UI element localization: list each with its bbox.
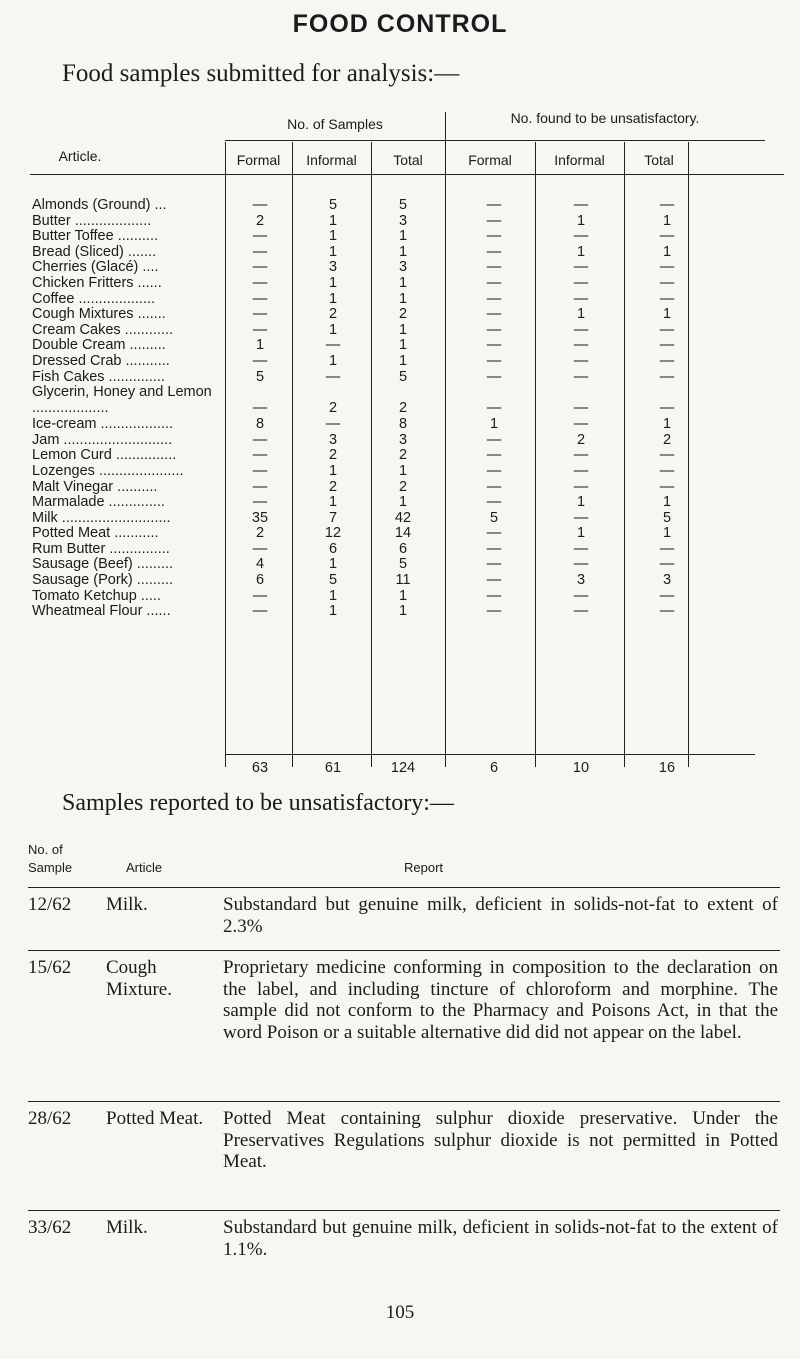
formal-cell: — [252, 478, 268, 495]
unsat-total-cell: 2 [662, 431, 672, 448]
unsat-total-cell: 3 [662, 572, 672, 589]
total-unsat-formal: 6 [489, 760, 499, 776]
table-row [30, 197, 784, 213]
unsat-total-cell: — [659, 447, 675, 464]
unsat-formal-cell: — [486, 290, 502, 307]
unsat-formal-cell: — [486, 540, 502, 557]
total-cell: 5 [398, 556, 408, 573]
table-row [30, 572, 784, 588]
unsat-formal-cell: — [486, 259, 502, 276]
total-cell: 1 [398, 337, 408, 354]
report-row [28, 1210, 780, 1263]
unsat-formal-cell: — [486, 447, 502, 464]
table-row [30, 432, 784, 448]
article-cell: Butter Toffee .......... [32, 228, 159, 245]
header-divider [30, 174, 784, 175]
header-unsatisfactory: No. found to be unsatisfactory. [510, 110, 700, 126]
formal-cell: 5 [255, 368, 265, 385]
informal-cell: 2 [328, 400, 338, 417]
intro-text: Food samples submitted for analysis:— [62, 60, 460, 87]
formal-cell: — [252, 274, 268, 291]
unsat-formal-cell: — [486, 197, 502, 213]
total-cell: 3 [398, 212, 408, 229]
unsat-informal-cell: 1 [576, 494, 586, 511]
report-text: Substandard but genuine milk, deficient in solids-not-fat to extent of 2.3% [223, 894, 778, 937]
formal-cell: — [252, 431, 268, 448]
header-total: Total [393, 152, 423, 168]
unsat-total-cell: 1 [662, 306, 672, 323]
informal-cell: 1 [328, 556, 338, 573]
unsat-informal-cell: — [573, 290, 589, 307]
unsat-informal-cell: 2 [576, 431, 586, 448]
formal-cell: — [252, 447, 268, 464]
unsat-formal-cell: — [486, 352, 502, 369]
total-cell: 1 [398, 243, 408, 260]
formal-cell: — [252, 290, 268, 307]
article-cell: Wheatmeal Flour ...... [32, 603, 171, 620]
page-number: 105 [385, 1302, 415, 1323]
formal-cell: — [252, 243, 268, 260]
unsat-total-cell: 1 [662, 525, 672, 542]
unsat-total-cell: — [659, 587, 675, 604]
total-cell: 1 [398, 462, 408, 479]
table-row [30, 541, 784, 557]
table-row [30, 416, 784, 432]
table-row [30, 556, 784, 572]
article-cell: Lozenges ..................... [32, 462, 184, 479]
unsat-formal-cell: — [486, 525, 502, 542]
report-article: Milk. [106, 894, 148, 915]
total-cell: 1 [398, 274, 408, 291]
formal-cell: 35 [251, 509, 269, 526]
total-cell: 1 [398, 228, 408, 245]
formal-cell: — [252, 494, 268, 511]
informal-cell: 6 [328, 540, 338, 557]
unsat-informal-cell: — [573, 321, 589, 338]
informal-cell: 2 [328, 447, 338, 464]
informal-cell: 1 [328, 321, 338, 338]
report-sample-no: 15/62 [28, 957, 72, 978]
total-formal: 63 [251, 760, 269, 776]
informal-cell: 1 [328, 274, 338, 291]
total-cell: 2 [398, 478, 408, 495]
header-unsat-informal: Informal [554, 152, 605, 168]
total-unsat-total: 16 [658, 760, 676, 776]
article-cell: Ice-cream .................. [32, 416, 173, 433]
formal-cell: — [252, 587, 268, 604]
article-cell: Potted Meat ........... [32, 525, 159, 542]
unsat-total-cell: — [659, 321, 675, 338]
article-cell: Sausage (Beef) ......... [32, 556, 174, 573]
formal-cell: 2 [255, 525, 265, 542]
unsat-total-cell: 1 [662, 243, 672, 260]
total-cell: 14 [394, 525, 412, 542]
unsat-total-cell: — [659, 478, 675, 495]
unsat-total-cell: — [659, 368, 675, 385]
total-cell: 1 [398, 587, 408, 604]
article-cell: Tomato Ketchup ..... [32, 587, 161, 604]
informal-cell: 1 [328, 603, 338, 620]
article-cell: Jam ........................... [32, 431, 173, 448]
unsat-total-cell: — [659, 462, 675, 479]
unsat-formal-cell: — [486, 587, 502, 604]
informal-cell: — [325, 368, 341, 385]
header-unsat-formal: Formal [468, 152, 512, 168]
total-cell: 1 [398, 603, 408, 620]
informal-cell: 5 [328, 197, 338, 213]
informal-cell: 12 [324, 525, 342, 542]
unsat-formal-cell: — [486, 243, 502, 260]
formal-cell: — [252, 228, 268, 245]
article-cell: Dressed Crab ........... [32, 352, 170, 369]
article-cell: Double Cream ......... [32, 337, 166, 354]
unsat-formal-cell: — [486, 400, 502, 417]
total-cell: 1 [398, 352, 408, 369]
unsat-informal-cell: — [573, 556, 589, 573]
total-cell: 2 [398, 400, 408, 417]
formal-cell: — [252, 603, 268, 620]
article-cell: Lemon Curd ............... [32, 447, 177, 464]
total-cell: 11 [395, 572, 411, 589]
formal-cell: — [252, 306, 268, 323]
table-row [30, 463, 784, 479]
header-report: Report [404, 860, 444, 875]
unsat-informal-cell: — [573, 540, 589, 557]
report-text: Potted Meat containing sulphur dioxide preservative. Under the Preservatives Regulations sulphur dioxide is not permitted in Potted Meat. [223, 1108, 778, 1172]
table-row [30, 525, 784, 541]
table-row [30, 369, 784, 385]
unsat-formal-cell: — [486, 494, 502, 511]
unsat-informal-cell: — [573, 447, 589, 464]
informal-cell: 1 [328, 243, 338, 260]
reports-body [28, 887, 780, 1263]
informal-cell: 3 [328, 259, 338, 276]
header-unsat-total: Total [644, 152, 674, 168]
total-unsat-informal: 10 [572, 760, 590, 776]
unsat-total-cell: — [659, 352, 675, 369]
table-row [30, 603, 784, 619]
total-cell: 1 [398, 494, 408, 511]
reports-table [28, 842, 780, 1263]
informal-cell: 1 [328, 290, 338, 307]
report-sample-no: 33/62 [28, 1217, 72, 1238]
unsat-informal-cell: 1 [576, 243, 586, 260]
unsat-informal-cell: — [573, 337, 589, 354]
total-cell: 2 [398, 306, 408, 323]
informal-cell: 2 [328, 478, 338, 495]
unsat-informal-cell: — [573, 416, 589, 433]
informal-cell: 1 [328, 587, 338, 604]
table-row [30, 337, 784, 353]
unsat-total-cell: 1 [662, 416, 672, 433]
report-row [28, 1101, 780, 1210]
informal-cell: 1 [328, 212, 338, 229]
formal-cell: — [252, 197, 268, 213]
unsat-total-cell: — [659, 197, 675, 213]
unsat-formal-cell: — [486, 478, 502, 495]
header-informal: Informal [306, 152, 357, 168]
informal-cell: — [325, 416, 341, 433]
unsat-total-cell: — [659, 290, 675, 307]
report-sample-no: 28/62 [28, 1108, 72, 1129]
table-row [30, 510, 784, 526]
report-article: Milk. [106, 1217, 148, 1238]
informal-cell: 3 [328, 431, 338, 448]
article-cell: Cream Cakes ............ [32, 321, 174, 338]
unsat-informal-cell: 1 [576, 212, 586, 229]
article-cell: Chicken Fritters ...... [32, 274, 162, 291]
article-cell: Fish Cakes .............. [32, 368, 165, 385]
total-cell: 42 [394, 509, 412, 526]
header-no-line1: No. of [28, 842, 63, 857]
table-row [30, 494, 784, 510]
article-cell: Coffee ................... [32, 290, 156, 307]
formal-cell: 4 [255, 556, 265, 573]
unsat-formal-cell: — [486, 306, 502, 323]
formal-cell: 8 [255, 416, 265, 433]
unsat-informal-cell: — [573, 587, 589, 604]
totals-divider [225, 754, 755, 755]
report-text: Proprietary medicine conforming in composition to the declaration on the label, and including tincture of chloroform and morphine. The sample did not conform to the Pharmacy and Poisons Act, in that the word Poison or a suitable alternative did did not appear on the label. [223, 957, 778, 1043]
unsat-formal-cell: — [486, 368, 502, 385]
total-cell: 8 [398, 416, 408, 433]
table-row [30, 447, 784, 463]
table-row [30, 588, 784, 604]
unsat-total-cell: 5 [662, 509, 672, 526]
formal-cell: 1 [255, 337, 265, 354]
table-row [30, 322, 784, 338]
unsat-informal-cell: 1 [576, 306, 586, 323]
report-row [28, 950, 780, 1101]
report-sample-no: 12/62 [28, 894, 72, 915]
total-informal: 61 [324, 760, 342, 776]
table-row [30, 244, 784, 260]
total-cell: 3 [398, 259, 408, 276]
reports-header [28, 842, 780, 887]
unsat-formal-cell: — [486, 603, 502, 620]
unsat-informal-cell: — [573, 368, 589, 385]
total-cell: 5 [398, 368, 408, 385]
table-row [30, 479, 784, 495]
informal-cell: 2 [328, 306, 338, 323]
unsat-informal-cell: — [573, 400, 589, 417]
unsat-total-cell: — [659, 400, 675, 417]
unsat-total-cell: 1 [662, 212, 672, 229]
informal-cell: 1 [328, 494, 338, 511]
subheader-divider [225, 140, 765, 141]
table-row [30, 291, 784, 307]
table-row [30, 275, 784, 291]
total-total: 124 [390, 760, 416, 776]
formal-cell: — [252, 540, 268, 557]
article-cell: Malt Vinegar .......... [32, 478, 158, 495]
unsat-total-cell: — [659, 259, 675, 276]
article-cell: Marmalade .............. [32, 494, 165, 511]
informal-cell: — [325, 337, 341, 354]
unsat-formal-cell: — [486, 274, 502, 291]
article-cell: Glycerin, Honey and Lemon ................... [32, 384, 212, 417]
informal-cell: 1 [328, 352, 338, 369]
report-row [28, 887, 780, 950]
unsat-informal-cell: 1 [576, 525, 586, 542]
header-formal: Formal [236, 152, 281, 168]
unsat-formal-cell: — [486, 556, 502, 573]
article-cell: Milk ........................... [32, 509, 171, 526]
total-cell: 3 [398, 431, 408, 448]
unsat-formal-cell: — [486, 321, 502, 338]
unsat-informal-cell: — [573, 509, 589, 526]
unsat-formal-cell: — [486, 337, 502, 354]
formal-cell: — [252, 259, 268, 276]
totals-row [30, 760, 784, 778]
total-cell: 5 [398, 197, 408, 213]
table-row [30, 259, 784, 275]
article-cell: Sausage (Pork) ......... [32, 572, 174, 589]
table-row [30, 306, 784, 322]
unsat-formal-cell: — [486, 228, 502, 245]
unsat-formal-cell: — [486, 431, 502, 448]
header-report-article: Article [126, 860, 163, 875]
article-cell: Cherries (Glacé) .... [32, 259, 159, 276]
table-row [30, 384, 784, 416]
header-no-line2: Sample [28, 860, 73, 875]
informal-cell: 7 [328, 509, 338, 526]
informal-cell: 1 [328, 462, 338, 479]
table-row [30, 228, 784, 244]
report-article: Potted Meat. [106, 1108, 204, 1129]
total-cell: 6 [398, 540, 408, 557]
unsat-formal-cell: 1 [489, 416, 499, 433]
formal-cell: — [252, 400, 268, 417]
unsat-formal-cell: 5 [489, 509, 499, 526]
table-body [30, 197, 784, 619]
formal-cell: — [252, 352, 268, 369]
article-cell: Rum Butter ............... [32, 540, 170, 557]
unsat-total-cell: — [659, 337, 675, 354]
page-title: FOOD CONTROL [292, 10, 508, 38]
formal-cell: — [252, 462, 268, 479]
article-cell: Butter ................... [32, 212, 152, 229]
samples-table [30, 110, 784, 776]
unsat-total-cell: — [659, 228, 675, 245]
header-article: Article. [58, 148, 102, 164]
unsat-informal-cell: — [573, 462, 589, 479]
unsat-formal-cell: — [486, 572, 502, 589]
formal-cell: 6 [255, 572, 265, 589]
table-row [30, 213, 784, 229]
unsat-total-cell: — [659, 274, 675, 291]
unsat-total-cell: — [659, 540, 675, 557]
unsat-informal-cell: — [573, 259, 589, 276]
formal-cell: 2 [255, 212, 265, 229]
article-cell: Cough Mixtures ....... [32, 306, 166, 323]
unsat-formal-cell: — [486, 462, 502, 479]
informal-cell: 1 [328, 228, 338, 245]
report-text: Substandard but genuine milk, deficient in solids-not-fat to the extent of 1.1%. [223, 1217, 778, 1260]
unsat-informal-cell: — [573, 197, 589, 213]
article-cell: Bread (Sliced) ....... [32, 243, 157, 260]
formal-cell: — [252, 321, 268, 338]
total-cell: 1 [398, 321, 408, 338]
article-cell: Almonds (Ground) ... [32, 197, 167, 213]
reports-title: Samples reported to be unsatisfactory:— [62, 790, 454, 816]
unsat-informal-cell: — [573, 478, 589, 495]
unsat-formal-cell: — [486, 212, 502, 229]
report-article: Cough Mixture. [106, 957, 172, 1000]
total-cell: 2 [398, 447, 408, 464]
unsat-informal-cell: — [573, 274, 589, 291]
unsat-total-cell: — [659, 556, 675, 573]
unsat-total-cell: 1 [662, 494, 672, 511]
unsat-informal-cell: 3 [576, 572, 586, 589]
unsat-informal-cell: — [573, 603, 589, 620]
total-cell: 1 [398, 290, 408, 307]
informal-cell: 5 [328, 572, 338, 589]
header-samples: No. of Samples [287, 116, 383, 132]
unsat-total-cell: — [659, 603, 675, 620]
unsat-informal-cell: — [573, 352, 589, 369]
table-row [30, 353, 784, 369]
unsat-informal-cell: — [573, 228, 589, 245]
